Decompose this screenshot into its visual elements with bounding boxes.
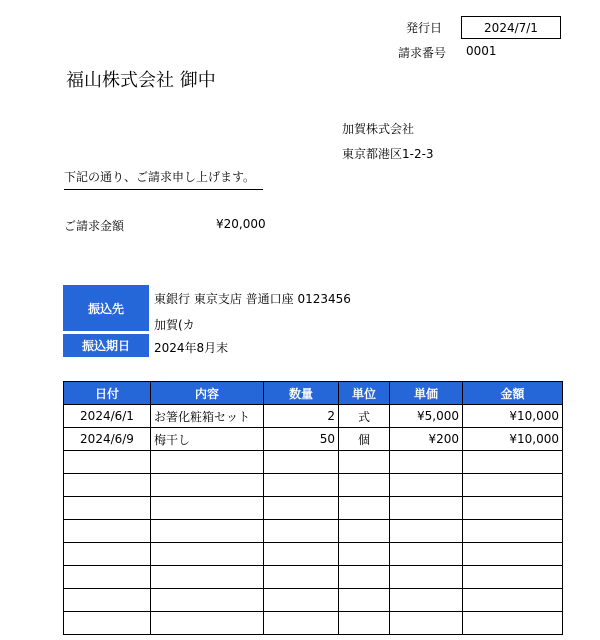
invoice-number-label: 請求番号 xyxy=(398,46,447,60)
amount-value: ¥20,000 xyxy=(216,217,266,231)
transfer-due-label xyxy=(63,334,149,357)
cell-description[interactable] xyxy=(151,566,264,589)
cell-unit[interactable] xyxy=(339,520,390,543)
cell-unit[interactable] xyxy=(339,543,390,566)
table-row-empty xyxy=(64,451,563,474)
issuer-company: 加賀株式会社 xyxy=(342,122,415,136)
cell-quantity[interactable] xyxy=(264,520,339,543)
cell-unit[interactable] xyxy=(339,589,390,612)
table-header-row xyxy=(64,382,563,405)
table-row-empty xyxy=(64,543,563,566)
col-header-unit: 単位 xyxy=(339,382,390,405)
cell-quantity[interactable] xyxy=(264,566,339,589)
cell-amount[interactable] xyxy=(463,589,563,612)
cell-unit-price[interactable] xyxy=(390,543,463,566)
cell-date[interactable] xyxy=(64,612,151,635)
col-header-date: 日付 xyxy=(64,382,151,405)
cell-description[interactable]: 梅干し xyxy=(151,428,264,451)
cell-description[interactable] xyxy=(151,589,264,612)
cell-quantity[interactable] xyxy=(264,451,339,474)
cell-quantity[interactable]: 50 xyxy=(264,428,339,451)
cell-amount[interactable] xyxy=(463,451,563,474)
cell-unit-price[interactable] xyxy=(390,474,463,497)
cell-date[interactable] xyxy=(64,543,151,566)
cell-unit-price[interactable] xyxy=(390,589,463,612)
cell-unit[interactable] xyxy=(339,474,390,497)
col-header-description: 内容 xyxy=(151,382,264,405)
cell-amount[interactable] xyxy=(463,474,563,497)
cell-unit-price[interactable] xyxy=(390,566,463,589)
bank-account-line: 東銀行 東京支店 普通口座 0123456 xyxy=(154,292,351,306)
cell-quantity[interactable] xyxy=(264,543,339,566)
cell-date[interactable] xyxy=(64,451,151,474)
cell-unit-price[interactable] xyxy=(390,451,463,474)
cell-description[interactable]: お箸化粧箱セット xyxy=(151,405,264,428)
cell-description[interactable] xyxy=(151,497,264,520)
cell-quantity[interactable] xyxy=(264,589,339,612)
issue-date-label: 発行日 xyxy=(406,21,443,35)
cell-unit[interactable] xyxy=(339,566,390,589)
cell-quantity[interactable] xyxy=(264,612,339,635)
amount-label: ご請求金額 xyxy=(64,219,125,233)
transfer-destination-label xyxy=(63,285,149,331)
transfer-destination-label-text: 振込先 xyxy=(87,301,124,316)
cell-description[interactable] xyxy=(151,520,264,543)
cell-date[interactable] xyxy=(64,589,151,612)
issuer-address: 東京都港区1-2-3 xyxy=(342,147,434,161)
cell-description[interactable] xyxy=(151,474,264,497)
cell-amount[interactable]: ¥10,000 xyxy=(463,405,563,428)
client-name: 福山株式会社 御中 xyxy=(66,70,216,91)
col-header-quantity: 数量 xyxy=(264,382,339,405)
cell-date[interactable]: 2024/6/9 xyxy=(64,428,151,451)
cell-amount[interactable] xyxy=(463,497,563,520)
table-row-empty xyxy=(64,566,563,589)
table-row-empty xyxy=(64,520,563,543)
cell-description[interactable] xyxy=(151,451,264,474)
cell-unit[interactable] xyxy=(339,451,390,474)
cell-quantity[interactable] xyxy=(264,474,339,497)
cell-unit[interactable] xyxy=(339,497,390,520)
account-holder-line: 加賀(カ xyxy=(154,318,195,332)
cell-unit[interactable]: 個 xyxy=(339,428,390,451)
cell-quantity[interactable] xyxy=(264,497,339,520)
table-row-empty xyxy=(64,474,563,497)
transfer-due-label-text: 振込期日 xyxy=(81,339,130,353)
cell-amount[interactable] xyxy=(463,520,563,543)
cell-date[interactable]: 2024/6/1 xyxy=(64,405,151,428)
cell-unit-price[interactable]: ¥200 xyxy=(390,428,463,451)
cell-amount[interactable] xyxy=(463,566,563,589)
table-row-empty xyxy=(64,612,563,635)
table-row xyxy=(64,428,563,451)
table-row-empty xyxy=(64,497,563,520)
transfer-due-value: 2024年8月末 xyxy=(154,341,229,355)
cell-date[interactable] xyxy=(64,497,151,520)
cell-unit-price[interactable] xyxy=(390,497,463,520)
table-row xyxy=(64,405,563,428)
cell-unit-price[interactable] xyxy=(390,612,463,635)
cell-description[interactable] xyxy=(151,543,264,566)
table-row-empty xyxy=(64,589,563,612)
issue-date-field[interactable] xyxy=(461,16,561,39)
cell-unit-price[interactable]: ¥5,000 xyxy=(390,405,463,428)
cell-unit[interactable] xyxy=(339,612,390,635)
intro-text: 下記の通り、ご請求申し上げます。 xyxy=(64,168,263,190)
cell-description[interactable] xyxy=(151,612,264,635)
cell-amount[interactable] xyxy=(463,543,563,566)
cell-unit-price[interactable] xyxy=(390,520,463,543)
cell-date[interactable] xyxy=(64,566,151,589)
col-header-amount: 金額 xyxy=(463,382,563,405)
cell-date[interactable] xyxy=(64,474,151,497)
cell-unit[interactable]: 式 xyxy=(339,405,390,428)
invoice-number-value: 0001 xyxy=(466,44,497,58)
cell-quantity[interactable]: 2 xyxy=(264,405,339,428)
cell-amount[interactable] xyxy=(463,612,563,635)
cell-amount[interactable]: ¥10,000 xyxy=(463,428,563,451)
issue-date-value: 2024/7/1 xyxy=(484,20,538,35)
invoice-items-table xyxy=(63,381,563,635)
col-header-unit-price: 単価 xyxy=(390,382,463,405)
cell-date[interactable] xyxy=(64,520,151,543)
